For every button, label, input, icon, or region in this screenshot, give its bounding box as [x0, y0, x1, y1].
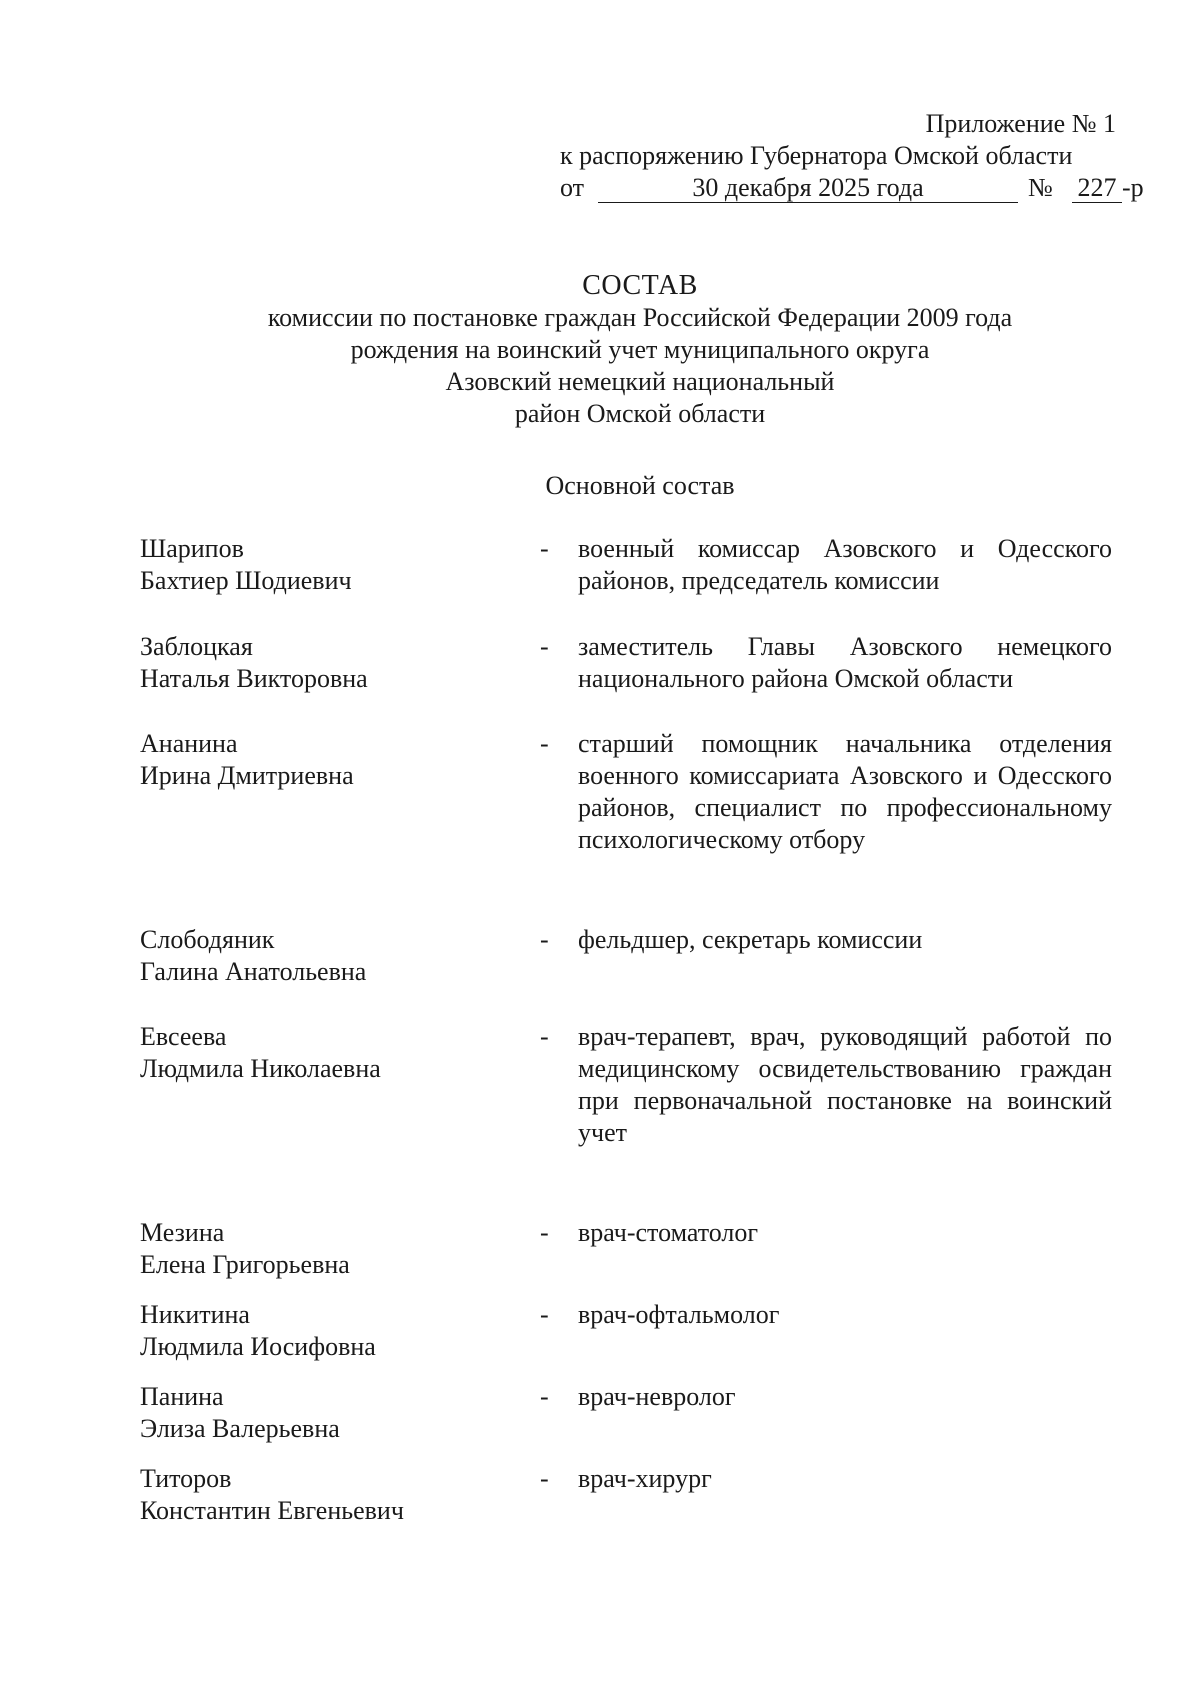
member-surname: Панина — [140, 1382, 224, 1411]
separator-dash: - — [540, 1022, 549, 1051]
member-name — [140, 631, 520, 695]
member-given-name: Константин Евгеньевич — [140, 1496, 404, 1525]
order-date: 30 декабря 2025 года — [598, 172, 1018, 203]
separator-dash: - — [540, 925, 549, 954]
separator-dash: - — [540, 632, 549, 661]
member-surname: Шарипов — [140, 534, 244, 563]
title-line: район Омской области — [514, 399, 766, 428]
member-surname: Слободяник — [140, 925, 275, 954]
member-name — [140, 924, 520, 988]
appendix-number: Приложение № 1 — [925, 109, 1116, 138]
title-line: комиссии по постановке граждан Российской Федерации 2009 года — [267, 303, 1013, 332]
member-surname: Евсеева — [140, 1022, 227, 1051]
member-role: врач-невролог — [578, 1382, 736, 1411]
member-role: врач-терапевт, врач, руководящий работой по медицинскому освидетельствованию граждан при первоначальной постановке на воинский учет — [578, 1022, 1112, 1147]
member-given-name: Бахтиер Шодиевич — [140, 566, 352, 595]
member-given-name: Людмила Николаевна — [140, 1054, 381, 1083]
document-title-block — [150, 270, 1130, 430]
member-role: врач-стоматолог — [578, 1218, 759, 1247]
member-name — [140, 1217, 520, 1281]
member-surname: Титоров — [140, 1464, 232, 1493]
member-surname: Никитина — [140, 1300, 250, 1329]
member-surname: Заблоцкая — [140, 632, 253, 661]
member-given-name: Галина Анатольевна — [140, 957, 367, 986]
member-name — [140, 1463, 520, 1527]
title-line: Азовский немецкий национальный — [445, 367, 835, 396]
appendix-date-line — [560, 172, 1144, 206]
member-name — [140, 533, 520, 597]
member-role: военный комиссар Азовского и Одесского районов, председатель комиссии — [578, 534, 1112, 595]
title-line: рождения на воинский учет муниципального округа — [350, 335, 930, 364]
member-name — [140, 728, 520, 792]
appendix-order-reference: к распоряжению Губернатора Омской области — [560, 141, 1073, 170]
appendix-reference — [560, 108, 1144, 206]
separator-dash: - — [540, 1218, 549, 1247]
member-given-name: Элиза Валерьевна — [140, 1414, 340, 1443]
separator-dash: - — [540, 1464, 549, 1493]
member-surname: Мезина — [140, 1218, 225, 1247]
member-name — [140, 1021, 520, 1085]
separator-dash: - — [540, 1382, 549, 1411]
separator-dash: - — [540, 534, 549, 563]
number-sign: № — [1028, 173, 1053, 202]
section-heading: Основной состав — [545, 471, 735, 500]
document-title: СОСТАВ — [582, 270, 698, 301]
member-surname: Ананина — [140, 729, 238, 758]
member-role: врач-офтальмолог — [578, 1300, 780, 1329]
member-role: старший помощник начальника отделения военного комиссариата Азовского и Одесского районов, специалист по профессиональному психологическому отбору — [578, 729, 1112, 854]
member-given-name: Наталья Викторовна — [140, 664, 368, 693]
member-role: фельдшер, секретарь комиссии — [578, 925, 923, 954]
member-role: врач-хирург — [578, 1464, 712, 1493]
member-name — [140, 1381, 520, 1445]
order-number-suffix: -р — [1122, 173, 1144, 202]
member-name — [140, 1299, 520, 1363]
separator-dash: - — [540, 729, 549, 758]
member-given-name: Елена Григорьевна — [140, 1250, 350, 1279]
separator-dash: - — [540, 1300, 549, 1329]
date-prefix: от — [560, 173, 585, 202]
member-role: заместитель Главы Азовского немецкого национального района Омской области — [578, 632, 1112, 693]
order-number: 227 — [1072, 172, 1122, 203]
member-given-name: Ирина Дмитриевна — [140, 761, 354, 790]
member-given-name: Людмила Иосифовна — [140, 1332, 376, 1361]
